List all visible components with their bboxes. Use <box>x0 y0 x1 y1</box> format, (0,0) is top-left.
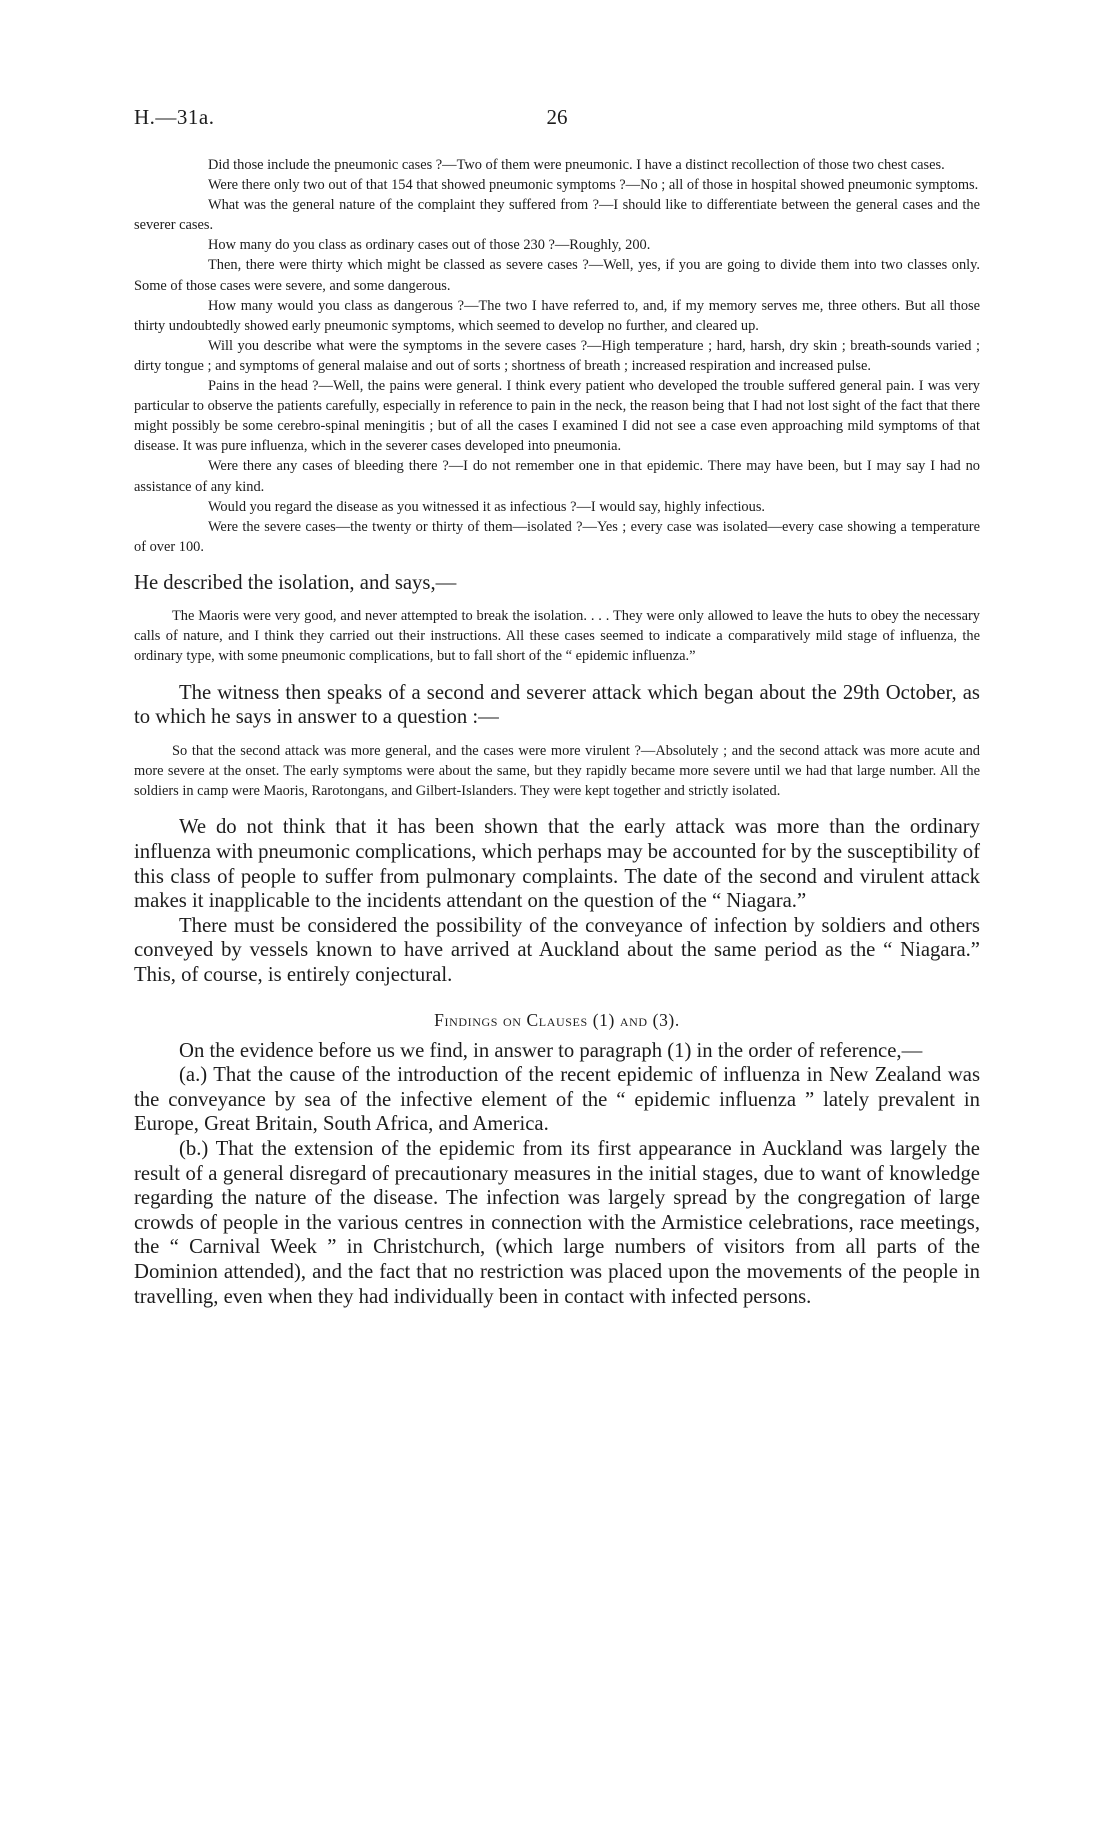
evidence-paragraph: How many would you class as dangerous ?—The two I have referred to, and, if my memory serves me, three others. But all those thirty undoubtedly showed early pneumonic symptoms, which seemed to develop no further, and cleared up. <box>134 297 980 334</box>
evidence-block <box>134 155 980 557</box>
evidence-paragraph: Will you describe what were the symptoms in the severe cases ?—High temperature ; hard, harsh, dry skin ; breath-sounds varied ; dirty tongue ; and symptoms of general malaise and out of sorts ; shortness of breath ; increased respiration and increased pulse. <box>134 337 980 374</box>
findings-intro: On the evidence before us we find, in answer to paragraph (1) in the order of reference,— <box>179 1039 923 1062</box>
isolation-quote <box>134 607 980 666</box>
conclusion-paragraph: There must be considered the possibility of the conveyance of infection by soldiers and others conveyed by vessels known to have arrived at Auckland about the same period as the “ Niagara.” This, of course, is entirely conjectural. <box>134 914 980 986</box>
second-attack-paragraph: The witness then speaks of a second and severer attack which began about the 29th October, as to which he says in answer to a question :— <box>134 681 980 729</box>
conclusion-paragraph: We do not think that it has been shown that the early attack was more than the ordinary influenza with pneumonic complications, which perhaps may be accounted for by the susceptibility of this class of people to suffer from pulmonary complaints. The date of the second and virulent attack makes it inapplicable to the incidents attendant on the question of the “ Niagara.” <box>134 816 980 913</box>
finding-b: (b.) That the extension of the epidemic from its first appearance in Auckland was largely the result of a general disregard of precautionary measures in the initial stages, due to want of knowledge regarding the nature of the disease. The infection was largely spread by the congregation of large crowds of people in the various centres in connection with the Armistice celebrations, race meetings, the “ Carnival Week ” in Christchurch, (which large numbers of visitors from all parts of the Dominion attended), and the fact that no restriction was placed upon the movements of the people in travelling, even when they had individually been in contact with infected persons. <box>134 1137 980 1308</box>
second-attack-quote <box>134 742 980 801</box>
evidence-paragraph: How many do you class as ordinary cases out of those 230 ?—Roughly, 200. <box>208 237 651 254</box>
evidence-paragraph: Pains in the head ?—Well, the pains were general. I think every patient who developed the trouble suffered general pain. I was very particular to observe the patients carefully, especially in reference to pain in the neck, the reason being that I had not lost sight of the fact that there might possibly be some cerebro-spinal meningitis ; but of all the cases I examined I did not see a case even approaching mild symptoms of that disease. It was pure influenza, which in the severer cases developed into pneumonia. <box>134 378 980 455</box>
findings-heading: Findings on Clauses (1) and (3). <box>434 1009 680 1030</box>
evidence-paragraph: Then, there were thirty which might be classed as severe cases ?—Well, yes, if you are going to divide them into two classes only. Some of those cases were severe, and some dangerous. <box>134 257 980 294</box>
evidence-paragraph: Would you regard the disease as you witnessed it as infectious ?—I would say, highly infectious. <box>208 498 766 515</box>
evidence-paragraph: Were there any cases of bleeding there ?—I do not remember one in that epidemic. There may have been, but I may say I had no assistance of any kind. <box>134 458 980 495</box>
document-reference: H.—31a. <box>134 105 215 129</box>
evidence-paragraph: Did those include the pneumonic cases ?—Two of them were pneumonic. I have a distinct recollection of those two chest cases. <box>208 157 945 173</box>
page-header <box>134 105 980 135</box>
quote-text: The Maoris were very good, and never attempted to break the isolation. . . . They were only allowed to leave the huts to obey the necessary calls of nature, and I think they carried out their instructions. All these cases seemed to indicate a comparatively mild stage of influenza, the ordinary type, with some pneumonic complications, but to fall short of the “ epidemic influenza.” <box>134 608 980 665</box>
page-number: 26 <box>546 105 568 129</box>
finding-a: (a.) That the cause of the introduction of the recent epidemic of influenza in New Zealand was the conveyance by sea of the infective element of the “ epidemic influenza ” lately prevalent in Europe, Great Britain, South Africa, and America. <box>134 1064 980 1136</box>
evidence-paragraph: Were the severe cases—the twenty or thirty of them—isolated ?—Yes ; every case was isolated—every case showing a temperature of over 100. <box>134 518 980 555</box>
evidence-paragraph: Were there only two out of that 154 that showed pneumonic symptoms ?—No ; all of those in hospital showed pneumonic symptoms. <box>208 177 979 194</box>
page-content <box>134 155 980 1309</box>
quote-text: So that the second attack was more general, and the cases were more virulent ?—Absolutely ; and the second attack was more acute and more severe at the onset. The early symptoms were about the same, but they rapidly became more severe until we had that large number. All the soldiers in camp were Maoris, Rarotongans, and Gilbert-Islanders. They were kept together and strictly isolated. <box>134 743 980 799</box>
evidence-paragraph: What was the general nature of the complaint they suffered from ?—I should like to differentiate between the general cases and the severer cases. <box>134 197 980 234</box>
isolation-intro: He described the isolation, and says,— <box>134 571 457 594</box>
